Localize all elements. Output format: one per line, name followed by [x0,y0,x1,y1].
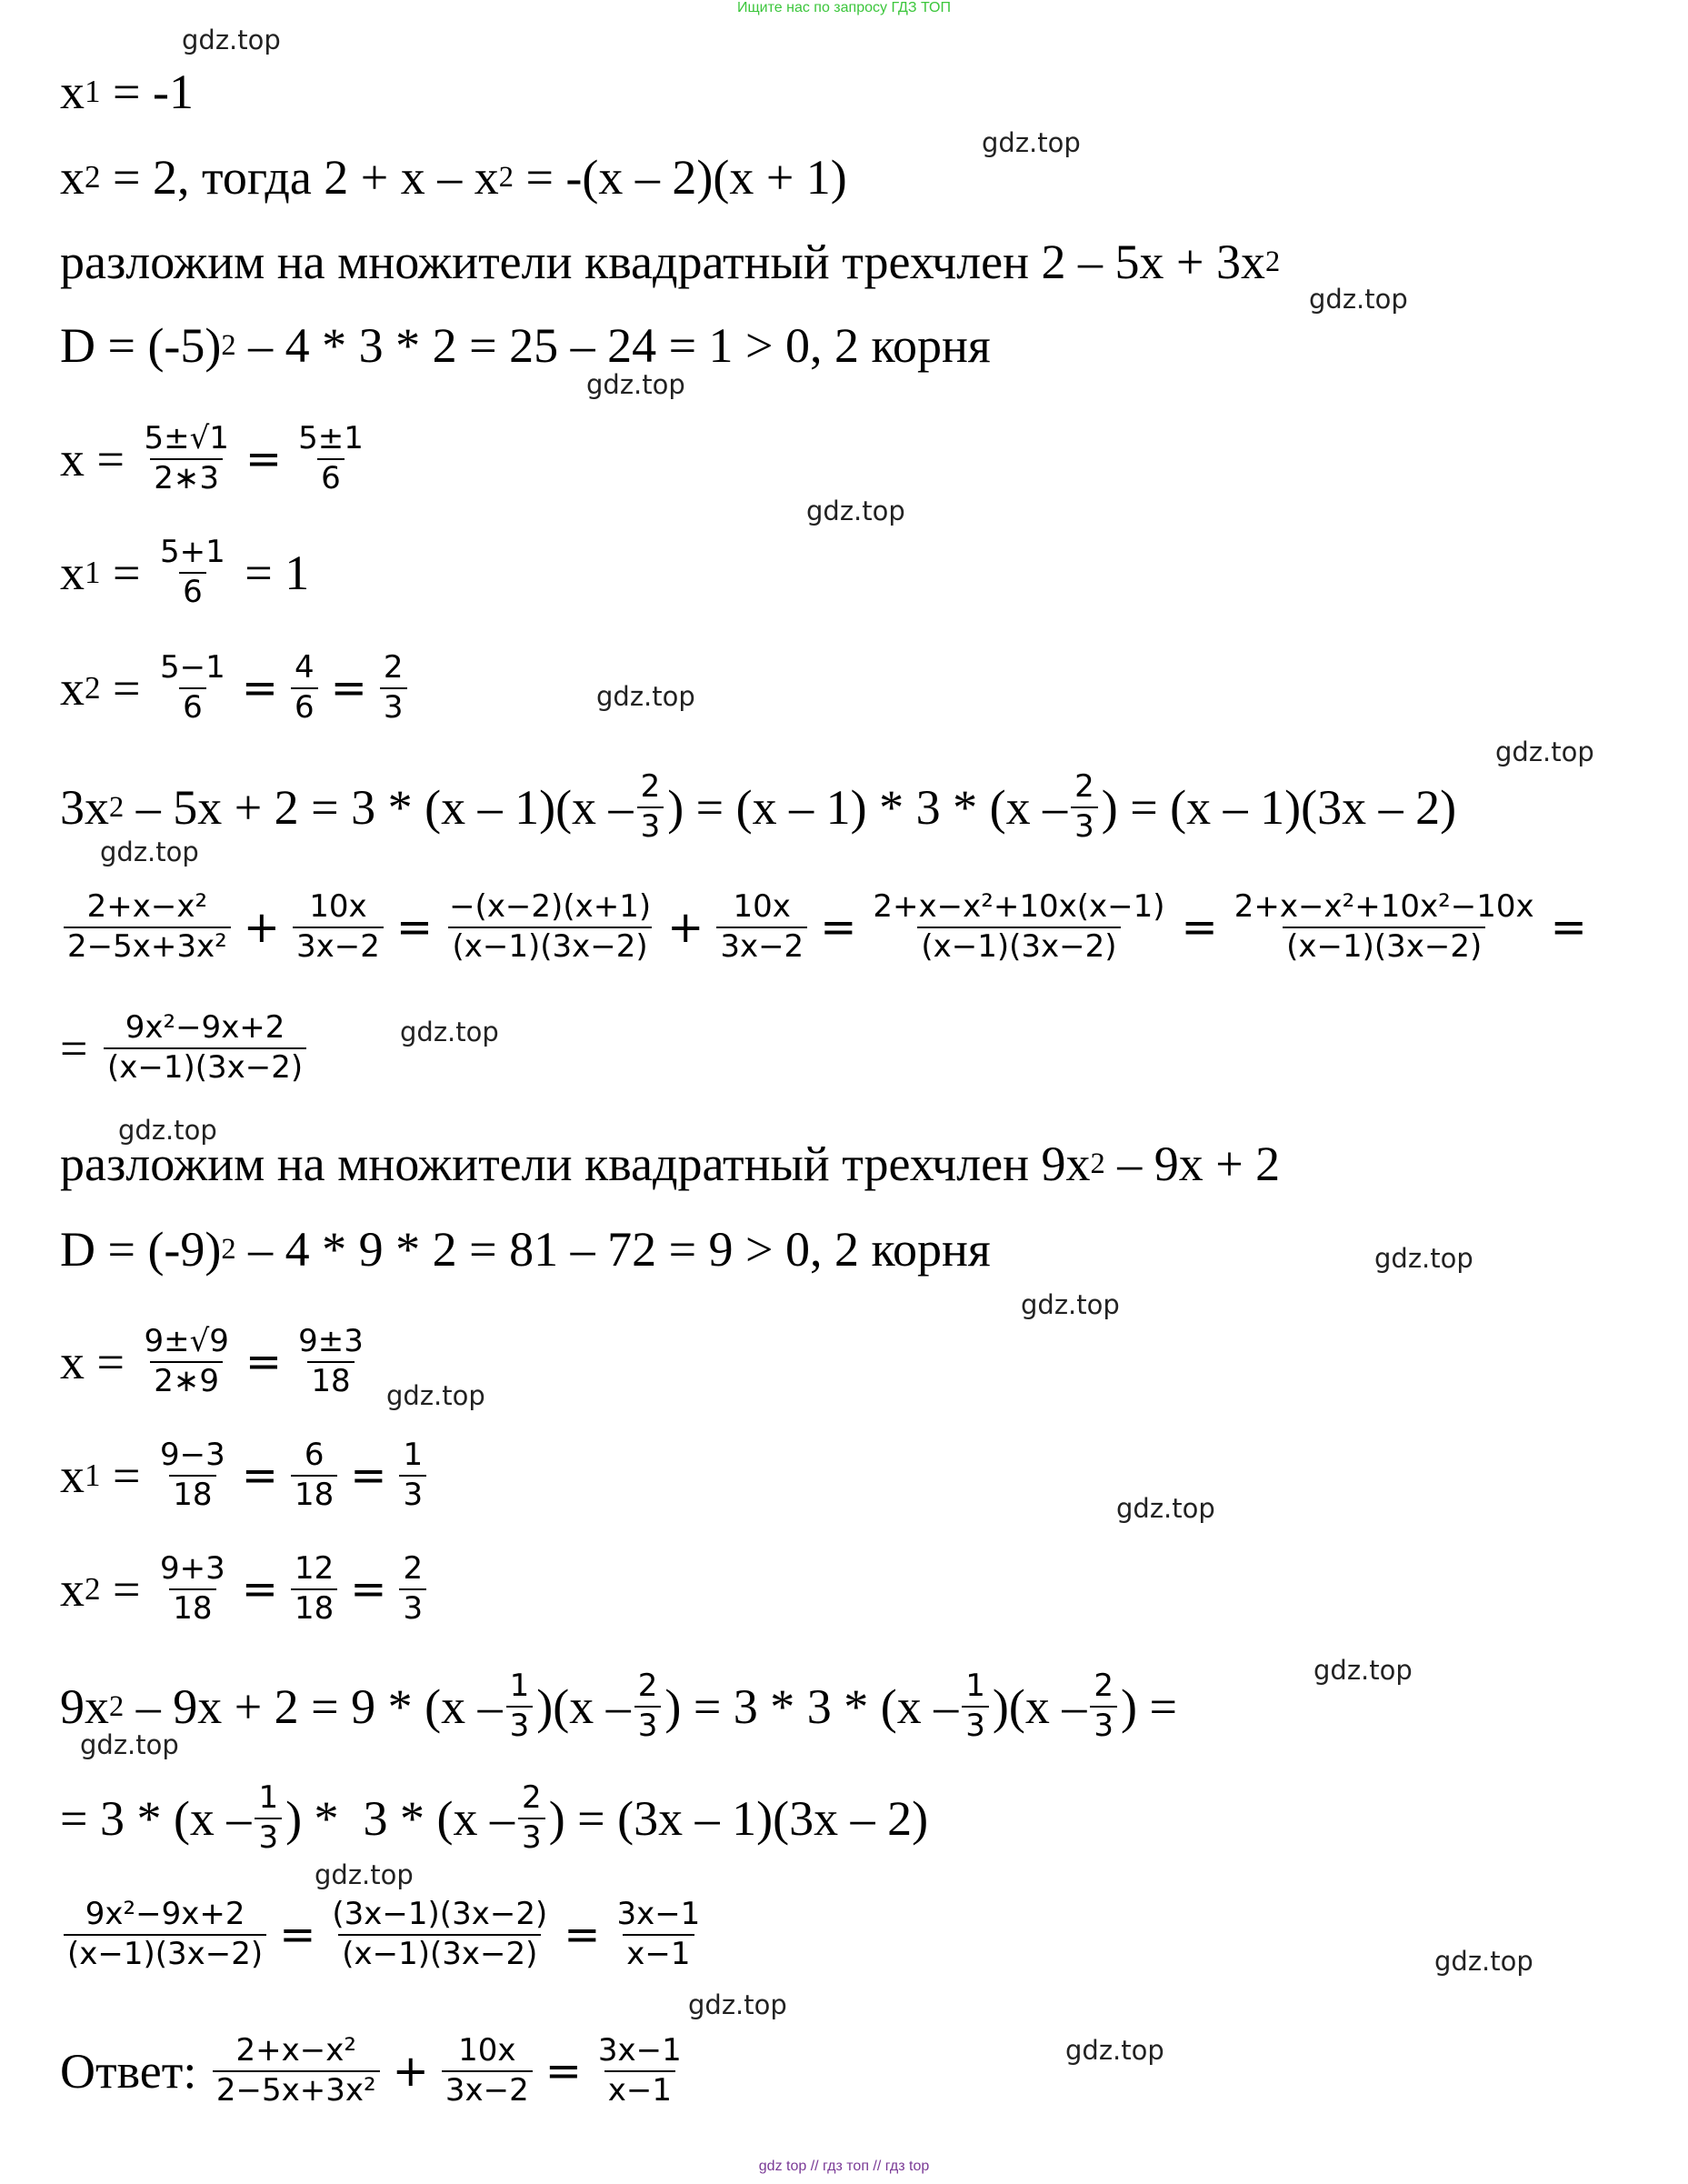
fraction: $\frac{10x}{3x-2}$ [442,2035,533,2107]
fraction: $\frac{5\pm 1}{6}$ [298,420,364,496]
solution-line: разложим на множители квадратный трехчлен 2 – 5x + 3x 2 [60,235,1281,289]
fraction: $\frac{4}{6}$ [291,652,318,724]
solution-line: $\frac{\text{2+x−x²}}{\text{2−5x+3x²}}$ + $\frac{10x}{3x-2}$ = $\frac{-(x-2)(x+1)}{(x-1)(3x-2)}$ + $\frac{10x}{3x-2}$ = $\frac{\text{2+x−x²+10x(x−1)}}{(x-1)(3x-2)}$ = $\frac{\text{2+x−x²+10x²−10x}}{(x-1)(3x-2)}$ = [60,887,1596,968]
solution-line: x 1 = -1 [60,65,194,119]
fraction: $\frac{\text{2+x−x²+10x²−10x}}{(x-1)(3x-2)}$ [1234,888,1534,965]
solution-line: D = (-9) 2 – 4 * 9 * 2 = 81 – 72 = 9 > 0, 2 корня [60,1222,991,1277]
fraction: $\frac{3x-1}{x-1}$ [597,2032,682,2109]
fraction: $\frac{5-1}{6}$ [160,649,225,726]
watermark: gdz.top [315,1859,414,1890]
solution-line: x = $\frac{5\pm√1}{2∗3}$ = $\frac{5\pm 1}{6}$ [60,418,371,500]
fraction: $\frac{9\pm√9}{2∗9}$ [144,1323,229,1399]
fraction: $\frac{\text{9x²−9x+2}}{(x-1)(3x-2)}$ [64,1898,266,1970]
fraction: $\frac{1}{3}$ [255,1782,282,1854]
fraction: $\frac{\text{2+x−x²+10x(x−1)}}{(x-1)(3x-2)}$ [873,888,1165,965]
solution-line: x 2 = 2, тогда 2 + x – x 2 = -(x – 2)(x + 1) [60,150,847,205]
fraction: $\frac{2}{3}$ [1090,1670,1117,1742]
fraction: $\frac{2}{3}$ [380,652,407,724]
fraction: $\frac{5+1}{6}$ [160,534,225,610]
fraction: $\frac{2}{3}$ [637,771,664,843]
watermark: gdz.top [1116,1493,1215,1524]
solution-line: = $\frac{\text{9x²−9x+2}}{(x-1)(3x-2)}$ [60,1007,310,1089]
solution-line: x 1 = $\frac{5+1}{6}$ = 1 [60,534,310,610]
watermark: gdz.top [688,1989,787,2020]
fraction: $\frac{1}{3}$ [506,1670,534,1742]
fraction: $\frac{10x}{3x-2}$ [716,891,807,963]
fraction: $\frac{-(x-2)(x+1)}{(x-1)(3x-2)}$ [449,888,652,965]
fraction: $\frac{\text{9x²−9x+2}}{(x-1)(3x-2)}$ [104,1012,306,1084]
solution-line: x = $\frac{9\pm√9}{2∗9}$ = $\frac{9\pm 3}{18}$ [60,1321,371,1403]
solution-line: $\frac{\text{9x²−9x+2}}{(x-1)(3x-2)}$ = $\frac{(3x-1)(3x-2)}{(x-1)(3x-2)}$ = $\frac{3x-1}{x-1}$ [60,1894,707,1976]
solution-line: = 3 * (x – $\frac{1}{3}$ ) * 3 * (x – $\frac{2}{3}$ ) = (3x – 1)(3x – 2) [60,1779,929,1856]
watermark: gdz.top [1495,736,1594,767]
watermark: gdz.top [1309,284,1408,315]
watermark: gdz.top [118,1115,217,1146]
watermark: gdz.top [182,25,281,55]
watermark: gdz.top [80,1729,179,1760]
solution-line: x 2 = $\frac{5-1}{6}$ = $\frac{4}{6}$ = $\frac{2}{3}$ [60,647,411,729]
fraction: $\frac{9-3}{18}$ [160,1437,225,1513]
fraction: $\frac{2}{3}$ [518,1782,545,1854]
watermark: gdz.top [1374,1243,1473,1274]
fraction: $\frac{2}{3}$ [1071,771,1098,843]
solution-line: 3x 2 – 5x + 2 = 3 * (x – 1)(x – $\frac{2}{3}$ ) = (x – 1) * 3 * (x – $\frac{2}{3}$ ) = (x – 1)(3x – 2) [60,768,1457,845]
watermark: gdz.top [400,1017,499,1047]
fraction: $\frac{(3x-1)(3x-2)}{(x-1)(3x-2)}$ [332,1896,548,1972]
watermark: gdz.top [982,127,1081,158]
fraction: $\frac{5\pm√1}{2∗3}$ [144,420,229,496]
watermark: gdz.top [586,369,685,400]
fraction: $\frac{12}{18}$ [291,1553,337,1625]
fraction: $\frac{1}{3}$ [962,1670,989,1742]
watermark: gdz.top [1313,1655,1413,1686]
watermark: gdz.top [1065,2035,1164,2066]
watermark: gdz.top [100,837,199,867]
fraction: $\frac{10x}{3x-2}$ [293,891,384,963]
fraction: $\frac{6}{18}$ [291,1439,337,1511]
fraction: $\frac{2}{3}$ [634,1670,662,1742]
solution-line: разложим на множители квадратный трехчлен 9x 2 – 9x + 2 [60,1137,1281,1191]
bottom-banner: gdz top // гдз топ // гдз top [758,2159,930,2174]
answer-line: Ответ: $\frac{\text{2+x−x²}}{\text{2−5x+3x²}}$ + $\frac{10x}{3x-2}$ = $\frac{3x-1}{x-1}$ [60,2030,689,2112]
watermark: gdz.top [1434,1946,1533,1977]
fraction: $\frac{3x-1}{x-1}$ [616,1896,701,1972]
watermark: gdz.top [386,1380,485,1411]
fraction: $\frac{9+3}{18}$ [160,1550,225,1627]
fraction: $\frac{9\pm 3}{18}$ [298,1323,364,1399]
watermark: gdz.top [596,681,695,712]
top-banner: Ищите нас по запросу ГДЗ ТОП [737,0,951,15]
solution-line: D = (-5) 2 – 4 * 3 * 2 = 25 – 24 = 1 > 0, 2 корня [60,318,991,373]
solution-line: x 1 = $\frac{9-3}{18}$ = $\frac{6}{18}$ = $\frac{1}{3}$ [60,1435,430,1517]
fraction: $\frac{1}{3}$ [399,1439,426,1511]
fraction: $\frac{\text{2+x−x²}}{\text{2−5x+3x²}}$ [64,891,231,963]
watermark: gdz.top [1021,1289,1120,1320]
watermark: gdz.top [806,496,905,526]
solution-line: x 2 = $\frac{9+3}{18}$ = $\frac{12}{18}$ = $\frac{2}{3}$ [60,1548,430,1630]
solution-line: 9x 2 – 9x + 2 = 9 * (x – $\frac{1}{3}$ )(x – $\frac{2}{3}$ ) = 3 * 3 * (x – $\frac{1}{3}$ )(x – $\frac{2}{3}$ ) = [60,1668,1177,1744]
fraction: $\frac{2}{3}$ [399,1553,426,1625]
fraction: $\frac{\text{2+x−x²}}{\text{2−5x+3x²}}$ [213,2035,380,2107]
